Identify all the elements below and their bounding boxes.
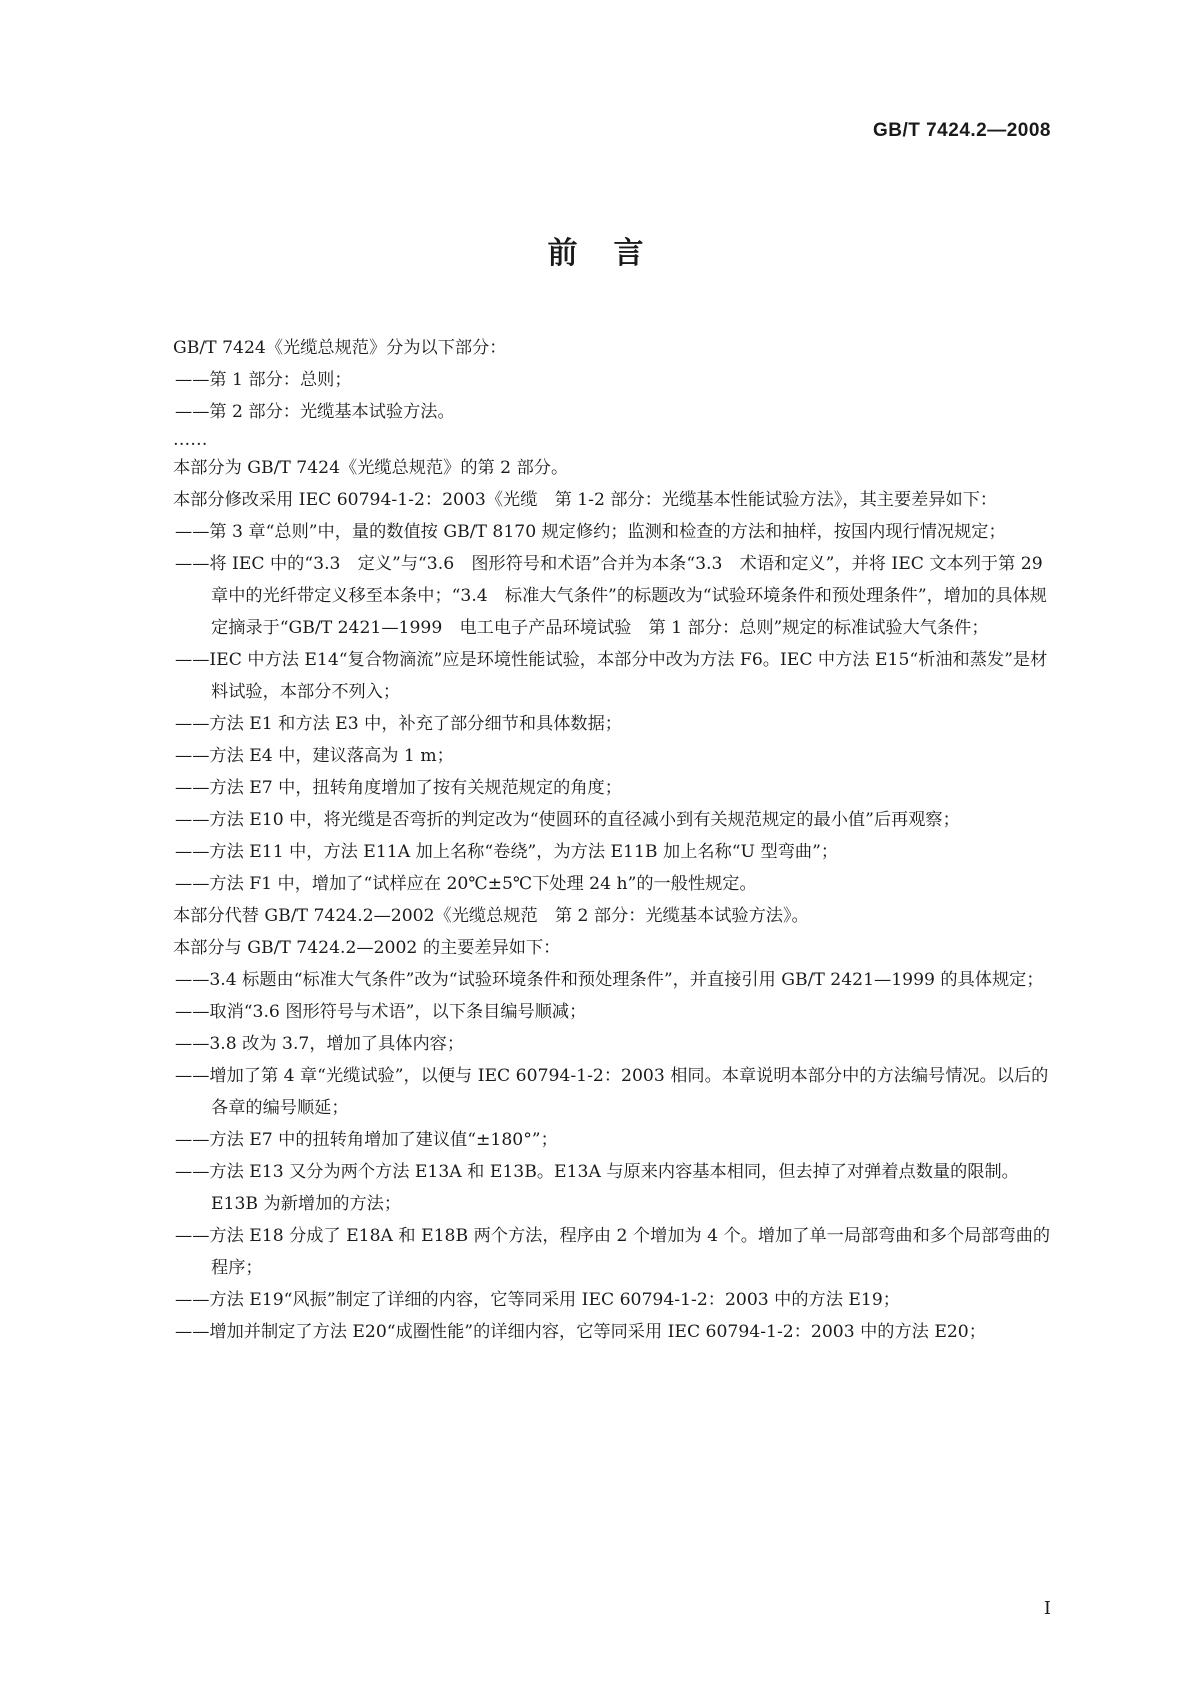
list-item-2002-diff: ——方法 E19“风振”制定了详细的内容，它等同采用 IEC 60794-1-2：2003 中的方法 E19； — [175, 1290, 900, 1310]
this-part-paragraph: 本部分为 GB/T 7424《光缆总规范》的第 2 部分。 — [173, 458, 569, 478]
list-item-iec-diff: ——方法 E11 中，方法 E11A 加上名称“卷绕”，为方法 E11B 加上名称“U 型弯曲”； — [175, 842, 839, 862]
page-title: 前言 — [547, 236, 680, 271]
list-item-2002-diff: ——3.4 标题由“标准大气条件”改为“试验环境条件和预处理条件”，并直接引用 GB/T 2421—1999 的具体规定； — [175, 970, 1044, 990]
standard-number-header: GB/T 7424.2—2008 — [872, 120, 1051, 141]
list-item-iec-diff: ——方法 E10 中，将光缆是否弯折的判定改为“使圆环的直径减小到有关规范规定的最小值”后再观察； — [175, 810, 960, 830]
list-item-2002-diff: ——方法 E18 分成了 E18A 和 E18B 两个方法，程序由 2 个增加为 4 个。增加了单一局部弯曲和多个局部弯曲的程序； — [175, 1226, 1051, 1278]
ellipsis: …… — [173, 430, 208, 450]
list-item-iec-diff: ——将 IEC 中的“3.3 定义”与“3.6 图形符号和术语”合并为本条“3.3 术语和定义”，并将 IEC 文本列于第 29 章中的光纤带定义移至本条中；“3.4 标准大气条件”的标题改为“试验环境条件和预处理条件”，增加的具体规定摘录于“GB/T 2421—1999 电工电子产品环境试验 第 1 部分：总则”规定的标准试验大气条件； — [175, 554, 1047, 638]
list-item-iec-diff: ——方法 E4 中，建议落高为 1 m； — [175, 746, 454, 766]
list-item-2002-diff: ——增加并制定了方法 E20“成圈性能”的详细内容，它等同采用 IEC 60794-1-2：2003 中的方法 E20； — [175, 1322, 986, 1342]
modify-paragraph: 本部分修改采用 IEC 60794-1-2：2003《光缆 第 1-2 部分：光缆基本性能试验方法》，其主要差异如下： — [173, 490, 998, 510]
document-body — [137, 332, 1062, 1348]
list-item-part-1: ——第 1 部分：总则； — [175, 370, 352, 390]
diff-2002-paragraph: 本部分与 GB/T 7424.2—2002 的主要差异如下： — [173, 938, 561, 958]
list-item-iec-diff: ——第 3 章“总则”中，量的数值按 GB/T 8170 规定修约；监测和检查的方法和抽样，按国内现行情况规定； — [175, 522, 1006, 542]
list-item-2002-diff: ——增加了第 4 章“光缆试验”，以便与 IEC 60794-1-2：2003 相同。本章说明本部分中的方法编号情况。以后的各章的编号顺延； — [175, 1066, 1049, 1118]
list-item-iec-diff: ——方法 E1 和方法 E3 中，补充了部分细节和具体数据； — [175, 714, 622, 734]
replace-paragraph: 本部分代替 GB/T 7424.2—2002《光缆总规范 第 2 部分：光缆基本试验方法》。 — [173, 906, 809, 926]
list-item-2002-diff: ——方法 E7 中的扭转角增加了建议值“±180°”； — [175, 1130, 558, 1150]
list-item-2002-diff: ——取消“3.6 图形符号与术语”，以下条目编号顺减； — [175, 1002, 587, 1022]
list-item-iec-diff: ——IEC 中方法 E14“复合物滴流”应是环境性能试验，本部分中改为方法 F6。IEC 中方法 E15“析油和蒸发”是材料试验，本部分不列入； — [175, 650, 1048, 702]
list-item-2002-diff: ——方法 E13 又分为两个方法 E13A 和 E13B。E13A 与原来内容基本相同，但去掉了对弹着点数量的限制。E13B 为新增加的方法； — [175, 1162, 1019, 1214]
list-item-2002-diff: ——3.8 改为 3.7，增加了具体内容； — [175, 1034, 465, 1054]
list-item-iec-diff: ——方法 F1 中，增加了“试样应在 20℃±5℃下处理 24 h”的一般性规定。 — [175, 874, 757, 894]
intro-paragraph: GB/T 7424《光缆总规范》分为以下部分： — [173, 338, 507, 358]
page-number: I — [1043, 1598, 1051, 1619]
list-item-iec-diff: ——方法 E7 中，扭转角度增加了按有关规范规定的角度； — [175, 778, 622, 798]
list-item-part-2: ——第 2 部分：光缆基本试验方法。 — [175, 402, 455, 422]
